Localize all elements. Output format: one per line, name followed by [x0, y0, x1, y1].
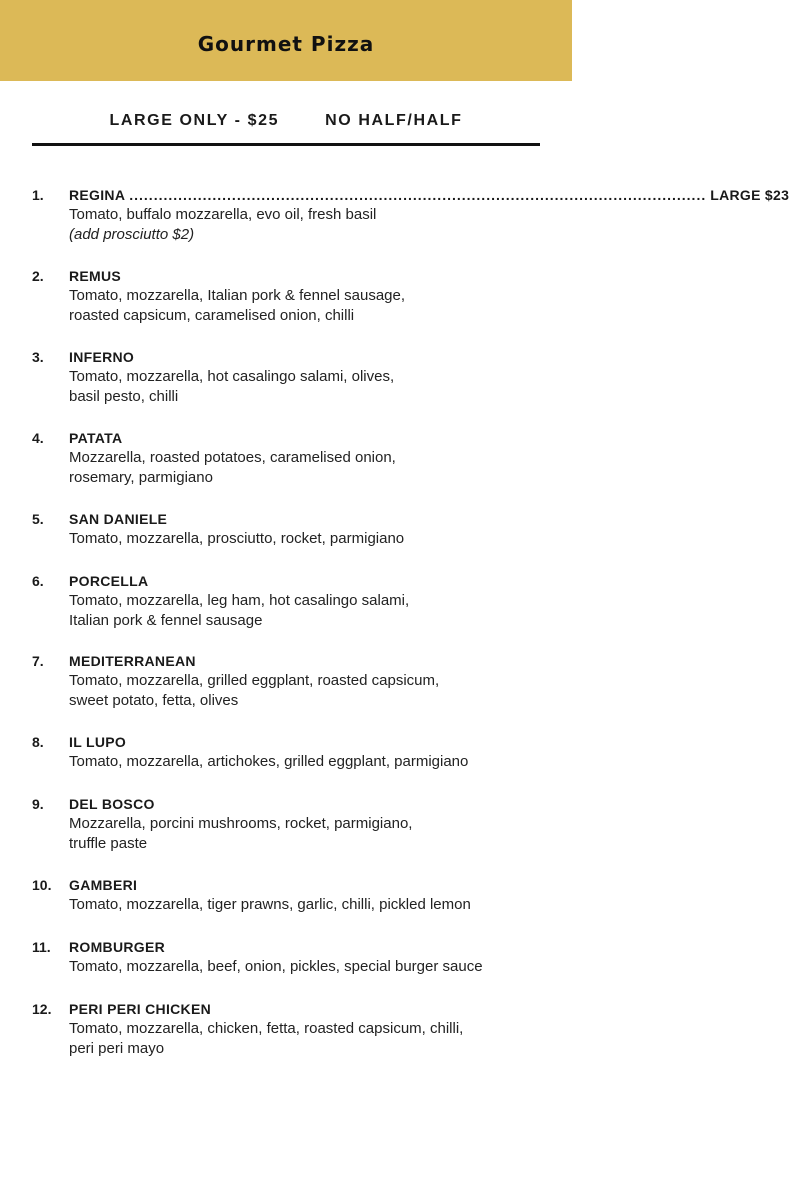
item-note: (add prosciutto $2) — [69, 225, 195, 243]
item-description-line2: truffle paste — [69, 834, 148, 852]
item-number: 12. — [32, 1001, 52, 1017]
item-name: SAN DANIELE — [69, 511, 168, 527]
item-number: 5. — [32, 511, 44, 527]
item-description: Mozzarella, roasted potatoes, caramelised onion, — [69, 449, 396, 466]
item-name: DEL BOSCO — [69, 796, 155, 812]
page-title: Gourmet Pizza — [197, 31, 375, 56]
item-number: 6. — [32, 573, 44, 589]
item-description: Tomato, mozzarella, artichokes, grilled eggplant, parmigiano — [69, 753, 469, 770]
item-number: 2. — [32, 268, 44, 284]
size-note: LARGE ONLY - $25 — [109, 112, 280, 129]
item-description-line2: peri peri mayo — [69, 1039, 165, 1057]
item-name: PATATA — [69, 430, 123, 446]
item-name: PORCELLA — [69, 573, 149, 589]
item-description-line2: sweet potato, fetta, olives — [69, 691, 239, 709]
item-description: Tomato, mozzarella, hot casalingo salami, olives, — [69, 368, 395, 385]
item-number: 7. — [32, 653, 44, 669]
item-description-line2: roasted capsicum, caramelised onion, chilli — [69, 306, 355, 324]
item-price: LARGE $23 — [710, 187, 789, 203]
item-description: Mozzarella, porcini mushrooms, rocket, parmigiano, — [69, 815, 413, 832]
item-description: Tomato, mozzarella, beef, onion, pickles, special burger sauce — [69, 958, 483, 975]
item-description: Tomato, mozzarella, tiger prawns, garlic, chilli, pickled lemon — [69, 896, 471, 913]
item-description-line2: basil pesto, chilli — [69, 387, 179, 405]
item-description: Tomato, mozzarella, Italian pork & fennel sausage, — [69, 287, 406, 304]
dot-leader: ...................................................................................................................... — [129, 187, 707, 203]
item-number: 9. — [32, 796, 44, 812]
item-number: 4. — [32, 430, 44, 446]
item-name: PERI PERI CHICKEN — [69, 1001, 212, 1017]
item-name: GAMBERI — [69, 877, 138, 893]
item-number: 1. — [32, 187, 44, 203]
item-description: Tomato, mozzarella, chicken, fetta, roasted capsicum, chilli, — [69, 1020, 464, 1037]
half-note: NO HALF/HALF — [325, 112, 463, 129]
item-number: 10. — [32, 877, 52, 893]
item-number: 8. — [32, 734, 44, 750]
item-name: MEDITERRANEAN — [69, 653, 196, 669]
item-number: 3. — [32, 349, 44, 365]
item-description: Tomato, buffalo mozzarella, evo oil, fresh basil — [69, 206, 377, 223]
item-description-line2: Italian pork & fennel sausage — [69, 611, 263, 629]
item-name: REMUS — [69, 268, 122, 284]
pricing-subheader — [32, 109, 540, 146]
item-number: 11. — [32, 939, 51, 955]
title-banner — [0, 0, 572, 81]
item-name: ROMBURGER — [69, 939, 166, 955]
item-description: Tomato, mozzarella, prosciutto, rocket, parmigiano — [69, 530, 405, 547]
item-description: Tomato, mozzarella, grilled eggplant, roasted capsicum, — [69, 672, 440, 689]
item-description-line2: rosemary, parmigiano — [69, 468, 213, 486]
item-name: IL LUPO — [69, 734, 127, 750]
item-name: INFERNO — [69, 349, 135, 365]
item-name: REGINA — [69, 187, 126, 203]
item-description: Tomato, mozzarella, leg ham, hot casalingo salami, — [69, 592, 410, 609]
